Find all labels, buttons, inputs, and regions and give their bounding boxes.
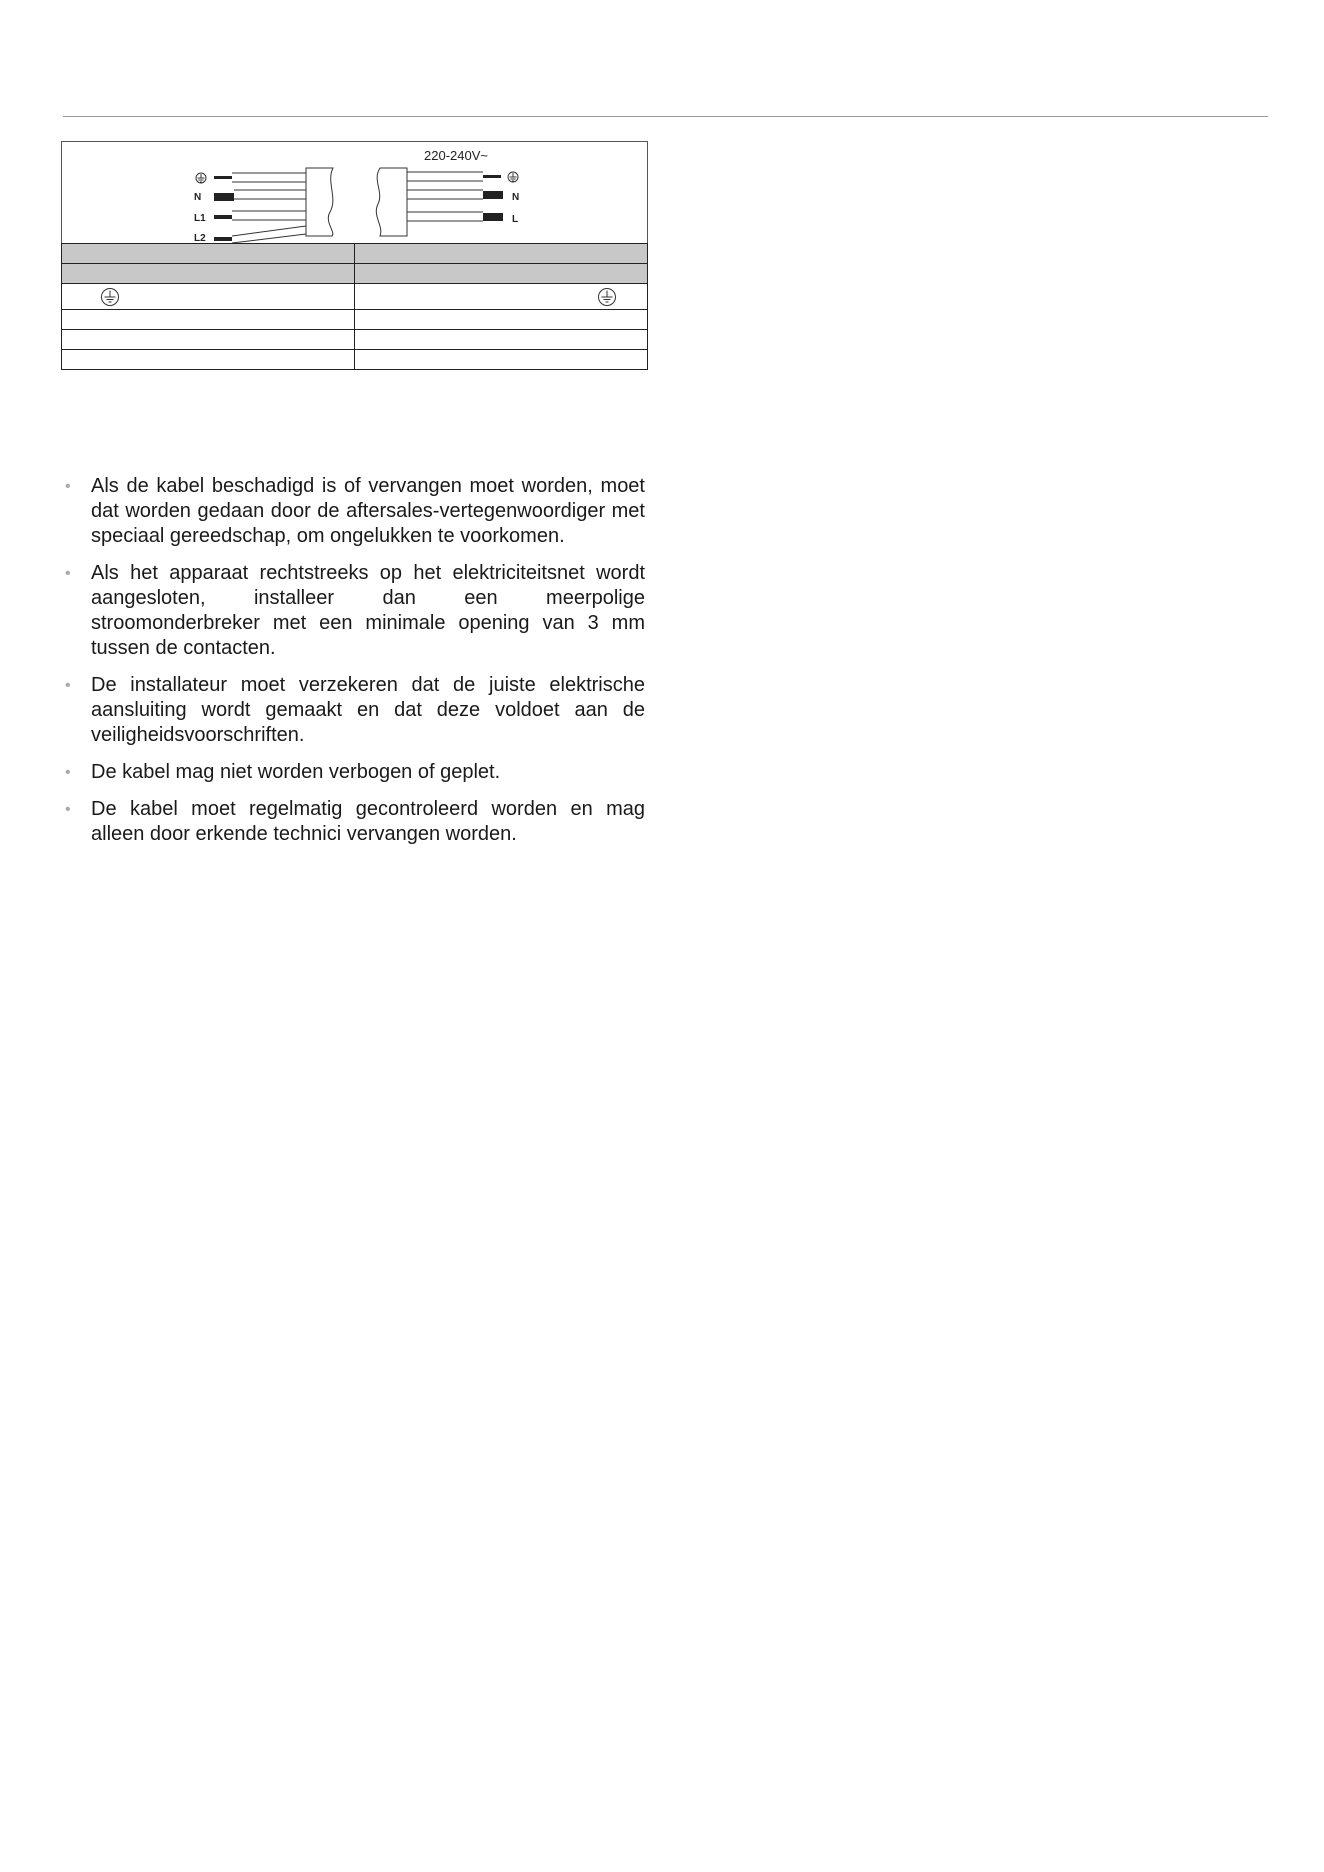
terminal-label-l1: L1: [194, 213, 206, 224]
table-cell: [355, 350, 648, 370]
ground-icon: [597, 287, 617, 307]
note-text: Als de kabel beschadigd is of vervangen moet worden, moet dat worden gedaan door de aftersales-vertegenwoordiger met speciaal gereedschap, om ongelukken te voorkomen.: [91, 475, 645, 547]
list-item: [63, 673, 645, 748]
table-row: [62, 350, 648, 370]
ground-icon-left: [196, 173, 206, 183]
table-cell: [62, 284, 355, 310]
table-cell: [355, 330, 648, 350]
left-cable-wires: [232, 173, 306, 243]
table-row: [62, 310, 648, 330]
list-item: [63, 760, 645, 785]
bullet-icon: •: [65, 478, 71, 495]
table-cell: [355, 310, 648, 330]
table-row-ground: [62, 284, 648, 310]
bullet-icon: •: [65, 677, 71, 694]
table-cell: [62, 330, 355, 350]
table-row: [62, 330, 648, 350]
table-cell: [355, 264, 648, 284]
header-rule: [63, 116, 1268, 117]
safety-notes-list: [63, 474, 645, 859]
terminal-label-l-right: L: [512, 214, 519, 225]
terminal-label-l2: L2: [194, 233, 206, 243]
note-text: Als het apparaat rechtstreeks op het elektriciteitsnet wordt aangesloten, installeer dan een meerpolige stroomonderbreker met een minimale opening van 3 mm tussen de contacten.: [91, 562, 645, 659]
table-cell: [62, 264, 355, 284]
wiring-diagram: [61, 141, 648, 243]
bullet-icon: •: [65, 801, 71, 818]
table-header-row: [62, 264, 648, 284]
ground-icon-right: [508, 172, 518, 182]
right-cable-wires: [407, 172, 483, 221]
left-cable-sheath: [306, 168, 333, 236]
wiring-figure: [61, 141, 648, 370]
list-item: [63, 561, 645, 661]
voltage-label: 220-240V~: [424, 148, 488, 163]
ground-icon: [100, 287, 120, 307]
wiring-table: [61, 243, 648, 370]
bullet-icon: •: [65, 764, 71, 781]
table-header-row: [62, 244, 648, 264]
table-cell: [355, 244, 648, 264]
table-cell: [355, 284, 648, 310]
right-terminal-lugs: [483, 175, 503, 221]
bullet-icon: •: [65, 565, 71, 582]
note-text: De kabel mag niet worden verbogen of geplet.: [91, 761, 501, 783]
note-text: De kabel moet regelmatig gecontroleerd worden en mag alleen door erkende technici vervangen worden.: [91, 798, 645, 845]
right-cable-sheath: [376, 168, 407, 236]
left-terminal-lugs: [214, 176, 234, 241]
table-cell: [62, 310, 355, 330]
terminal-label-n-right: N: [512, 192, 520, 203]
note-text: De installateur moet verzekeren dat de juiste elektrische aansluiting wordt gemaakt en dat deze voldoet aan de veiligheidsvoorschriften.: [91, 674, 645, 746]
terminal-label-n-left: N: [194, 192, 202, 203]
list-item: [63, 797, 645, 847]
table-cell: [62, 244, 355, 264]
list-item: [63, 474, 645, 549]
table-cell: [62, 350, 355, 370]
wiring-diagram-svg: [62, 142, 647, 243]
